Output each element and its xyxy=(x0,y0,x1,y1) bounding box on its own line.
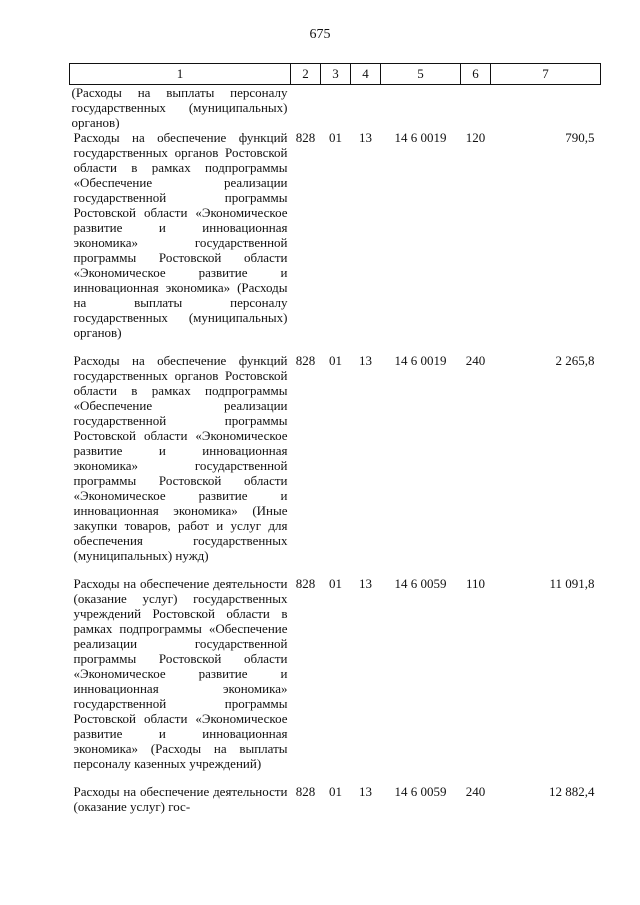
cell-target-article: 14 6 0059 xyxy=(394,576,447,591)
cell-section: 01 xyxy=(329,353,342,368)
table-row xyxy=(70,353,601,576)
cell-subsection: 13 xyxy=(359,784,372,799)
cell-section: 01 xyxy=(329,576,342,591)
cell-expense-type: 110 xyxy=(465,576,486,591)
cell-target-article xyxy=(381,85,461,131)
column-header: 4 xyxy=(351,64,381,85)
budget-table xyxy=(69,63,601,827)
cell-section xyxy=(321,85,351,131)
cell-subsection: 13 xyxy=(359,130,372,145)
cell-section: 01 xyxy=(329,784,342,799)
cell-admin-code: 828 xyxy=(295,130,316,145)
cell-amount: 2 265,8 xyxy=(555,353,595,368)
row-description: Расходы на обеспечение функций государственных органов Ростовской области в рамках подпрограммы «Обеспечение реализации государственной программы Ростовской области «Экономическое развитие и инновационная экономика» государственной программы Ростовской области «Экономическое развитие и инновационная экономика» (Расходы на выплаты персоналу государственных (муниципальных) органов) xyxy=(73,130,288,340)
cell-amount: 790,5 xyxy=(565,130,595,145)
column-header: 3 xyxy=(321,64,351,85)
row-description: Расходы на обеспечение деятельности (оказание услуг) гос- xyxy=(73,784,288,814)
column-header: 6 xyxy=(461,64,491,85)
cell-target-article: 14 6 0019 xyxy=(394,130,447,145)
cell-subsection: 13 xyxy=(359,576,372,591)
cell-subsection: 13 xyxy=(359,353,372,368)
table-header-row xyxy=(70,64,601,85)
cell-expense-type: 120 xyxy=(465,130,486,145)
cell-amount xyxy=(491,85,601,131)
cell-target-article: 14 6 0019 xyxy=(394,353,447,368)
cell-admin-code xyxy=(291,85,321,131)
cell-amount: 12 882,4 xyxy=(549,784,595,799)
cell-amount: 11 091,8 xyxy=(549,576,595,591)
cell-section: 01 xyxy=(329,130,342,145)
table-row xyxy=(70,130,601,353)
cell-expense-type: 240 xyxy=(465,784,486,799)
table-row xyxy=(70,576,601,784)
cell-subsection xyxy=(351,85,381,131)
column-header: 2 xyxy=(291,64,321,85)
cell-admin-code: 828 xyxy=(295,784,316,799)
row-description: (Расходы на выплаты персоналу государственных (муниципальных) органов) xyxy=(71,85,288,130)
row-description: Расходы на обеспечение функций государственных органов Ростовской области в рамках подпрограммы «Обеспечение реализации государственной программы Ростовской области «Экономическое развитие и инновационная экономика» государственной программы Ростовской области «Экономическое развитие и инновационная экономика» (Иные закупки товаров, работ и услуг для обеспечения государственных (муниципальных) нужд) xyxy=(73,353,288,563)
cell-expense-type: 240 xyxy=(465,353,486,368)
cell-expense-type xyxy=(461,85,491,131)
column-header: 1 xyxy=(70,64,291,85)
table-row xyxy=(70,784,601,827)
cell-target-article: 14 6 0059 xyxy=(394,784,447,799)
column-header: 5 xyxy=(381,64,461,85)
cell-admin-code: 828 xyxy=(295,576,316,591)
table-row xyxy=(70,85,601,131)
row-description: Расходы на обеспечение деятельности (оказание услуг) государственных учреждений Ростовской области в рамках подпрограммы «Обеспечение реализации государственной программы Ростовской области «Экономическое развитие и инновационная экономика» государственной программы Ростовской области «Экономическое развитие и инновационная экономика» (Расходы на выплаты персоналу казенных учреждений) xyxy=(73,576,288,771)
page-number: 675 xyxy=(309,27,331,42)
cell-admin-code: 828 xyxy=(295,353,316,368)
column-header: 7 xyxy=(491,64,601,85)
